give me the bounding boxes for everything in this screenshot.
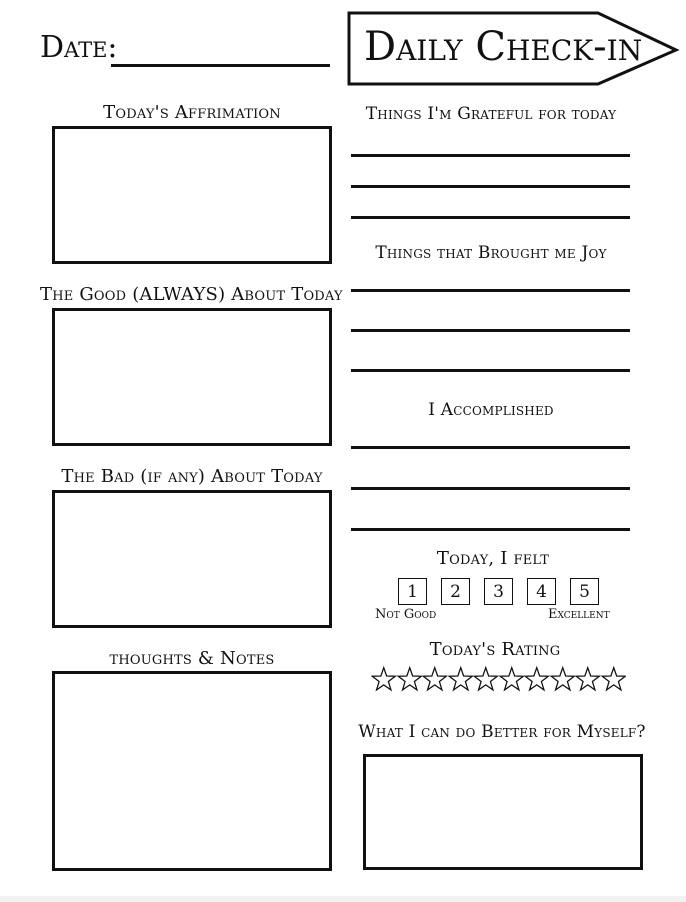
rating-star-icon[interactable] <box>601 665 627 693</box>
better-title: What I can do Better for Myself? <box>358 722 646 742</box>
accomplished-title: I Accomplished <box>428 400 554 420</box>
page-bottom-edge <box>0 896 686 902</box>
page-title: Daily Check-in <box>364 24 643 70</box>
notes-title: thoughts & Notes <box>109 648 275 669</box>
accomplished-line-1[interactable] <box>351 446 630 449</box>
grateful-line-3[interactable] <box>351 216 630 219</box>
rating-star-icon[interactable] <box>371 665 397 693</box>
better-box[interactable] <box>363 754 643 870</box>
bad-box[interactable] <box>52 490 332 628</box>
rating-star-icon[interactable] <box>422 665 448 693</box>
affirmation-box[interactable] <box>52 126 332 264</box>
accomplished-line-3[interactable] <box>351 528 630 531</box>
title-banner <box>346 10 682 88</box>
rating-star-icon[interactable] <box>550 665 576 693</box>
rating-star-icon[interactable] <box>524 665 550 693</box>
joy-line-1[interactable] <box>351 289 630 292</box>
rating-star-icon[interactable] <box>499 665 525 693</box>
notes-box[interactable] <box>52 671 332 871</box>
rating-star-icon[interactable] <box>473 665 499 693</box>
joy-line-3[interactable] <box>351 369 630 372</box>
rating-star-icon[interactable] <box>397 665 423 693</box>
good-title: The Good (ALWAYS) About Today <box>40 284 343 305</box>
grateful-line-2[interactable] <box>351 185 630 188</box>
felt-title: Today, I felt <box>436 548 550 569</box>
felt-low-label: Not Good <box>375 607 437 622</box>
date-label: Date: <box>40 30 118 65</box>
rating-title: Today's Rating <box>429 639 561 660</box>
rating-star-icon[interactable] <box>448 665 474 693</box>
felt-option-2[interactable]: 2 <box>441 578 470 605</box>
accomplished-line-2[interactable] <box>351 487 630 490</box>
felt-option-3[interactable]: 3 <box>484 578 513 605</box>
affirmation-title: Today's Affrimation <box>103 102 281 123</box>
joy-title: Things that Brought me Joy <box>375 243 607 263</box>
grateful-title: Things I'm Grateful for today <box>365 104 617 124</box>
felt-option-1[interactable]: 1 <box>398 578 427 605</box>
bad-title: The Bad (if any) About Today <box>61 466 323 487</box>
rating-star-icon[interactable] <box>575 665 601 693</box>
felt-option-5[interactable]: 5 <box>570 578 599 605</box>
rating-stars[interactable] <box>371 665 626 693</box>
grateful-line-1[interactable] <box>351 154 630 157</box>
date-field-line[interactable] <box>111 64 330 67</box>
good-box[interactable] <box>52 308 332 446</box>
joy-line-2[interactable] <box>351 329 630 332</box>
felt-high-label: Excellent <box>548 607 610 622</box>
felt-option-4[interactable]: 4 <box>527 578 556 605</box>
